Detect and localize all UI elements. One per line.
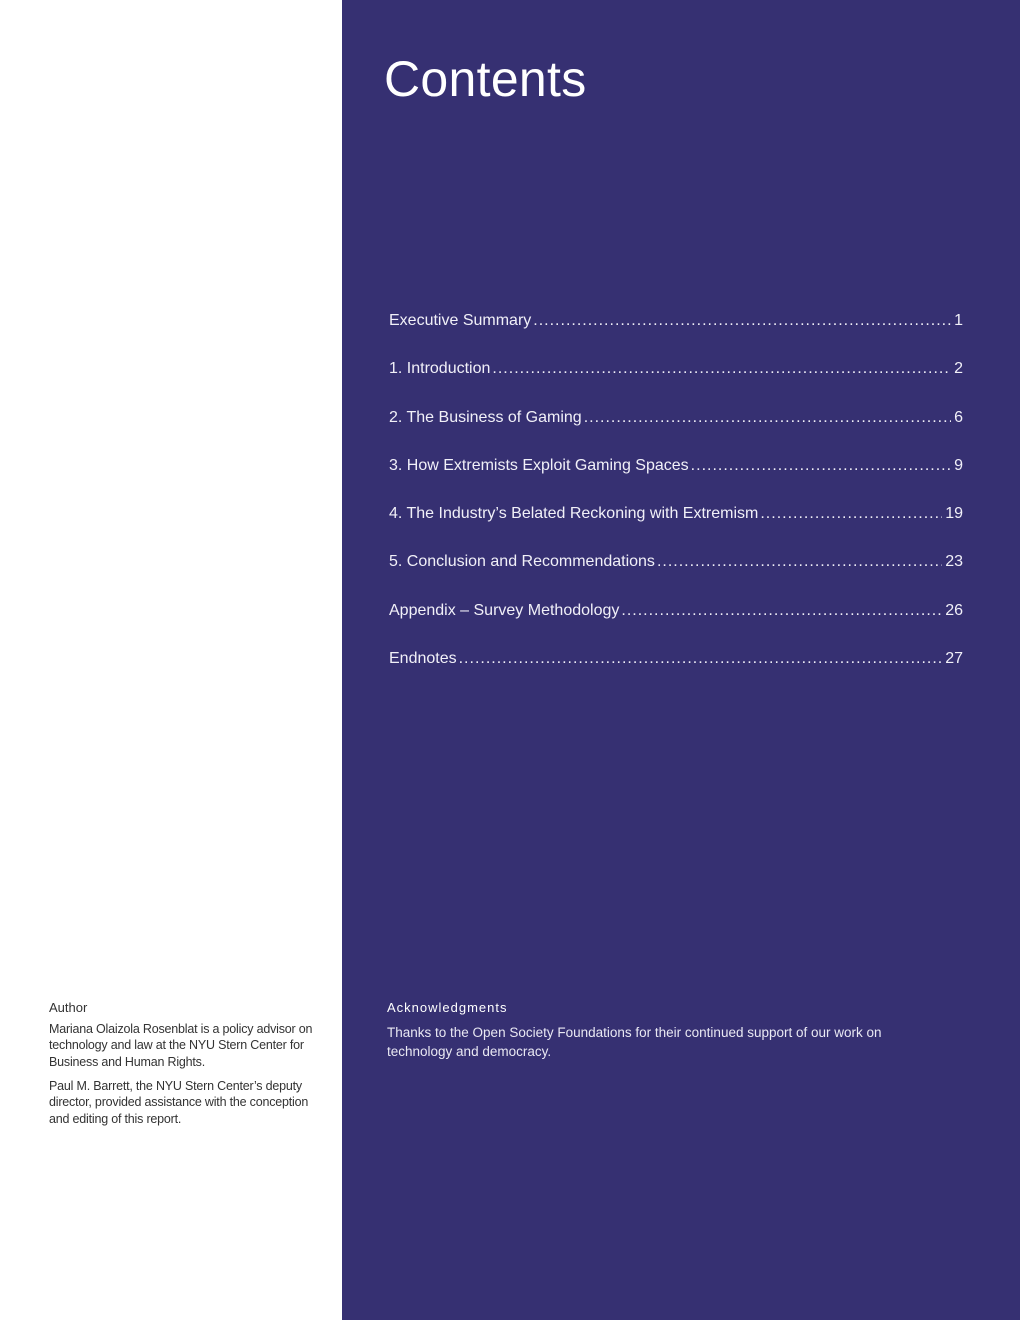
toc-entry-executive-summary[interactable] [389,312,963,360]
dot-leader [584,409,951,427]
dot-leader [621,602,942,620]
dot-leader [533,312,951,330]
toc-entry-endnotes[interactable] [389,650,963,698]
toc-entry-page: 19 [945,505,963,523]
contents-panel [342,0,1020,1320]
toc-entry-appendix[interactable] [389,602,963,650]
page-title: Contents [384,51,587,107]
author-heading: Author [49,1000,88,1015]
author-assistance-paragraph: Paul M. Barrett, the NYU Stern Center’s deputy director, provided assistance with the conception and editing of this report. [49,1079,309,1126]
toc-entry-page: 26 [945,601,963,619]
dot-leader [657,553,942,571]
toc-entry-page: 2 [954,360,963,378]
dot-leader [691,457,951,475]
toc-entry-label: 5. Conclusion and Recommendations [389,553,655,571]
toc-entry-label: Endnotes [389,650,457,668]
toc-entry-label: Executive Summary [389,312,532,329]
toc-entry-page: 1 [954,312,963,329]
dot-leader [760,505,942,523]
toc-entry-label: Appendix – Survey Methodology [389,601,620,619]
left-column [0,0,342,1320]
toc-entry-label: 2. The Business of Gaming [389,408,582,426]
toc-entry-page: 6 [954,408,963,426]
author-bio-paragraph: Mariana Olaizola Rosenblat is a policy advisor on technology and law at the NYU Stern Center for Business and Human Rights. [49,1022,313,1069]
toc-entry-page: 9 [954,456,963,474]
table-of-contents [389,312,963,698]
toc-entry-page: 27 [945,650,963,668]
dot-leader [459,650,943,668]
toc-entry-page: 23 [945,553,963,571]
toc-entry-conclusion[interactable] [389,553,963,601]
toc-entry-label: 1. Introduction [389,360,491,378]
toc-entry-industry-reckoning[interactable] [389,505,963,553]
toc-entry-business-of-gaming[interactable] [389,409,963,457]
toc-entry-label: 3. How Extremists Exploit Gaming Spaces [389,456,689,474]
toc-entry-extremists-exploit[interactable] [389,457,963,505]
toc-entry-label: 4. The Industry’s Belated Reckoning with Extremism [389,505,759,523]
acknowledgments-text: Thanks to the Open Society Foundations for their continued support of our work on technology and democracy. [387,1025,882,1059]
toc-entry-introduction[interactable] [389,360,963,408]
acknowledgments-heading: Acknowledgments [387,1000,508,1015]
dot-leader [492,360,951,378]
